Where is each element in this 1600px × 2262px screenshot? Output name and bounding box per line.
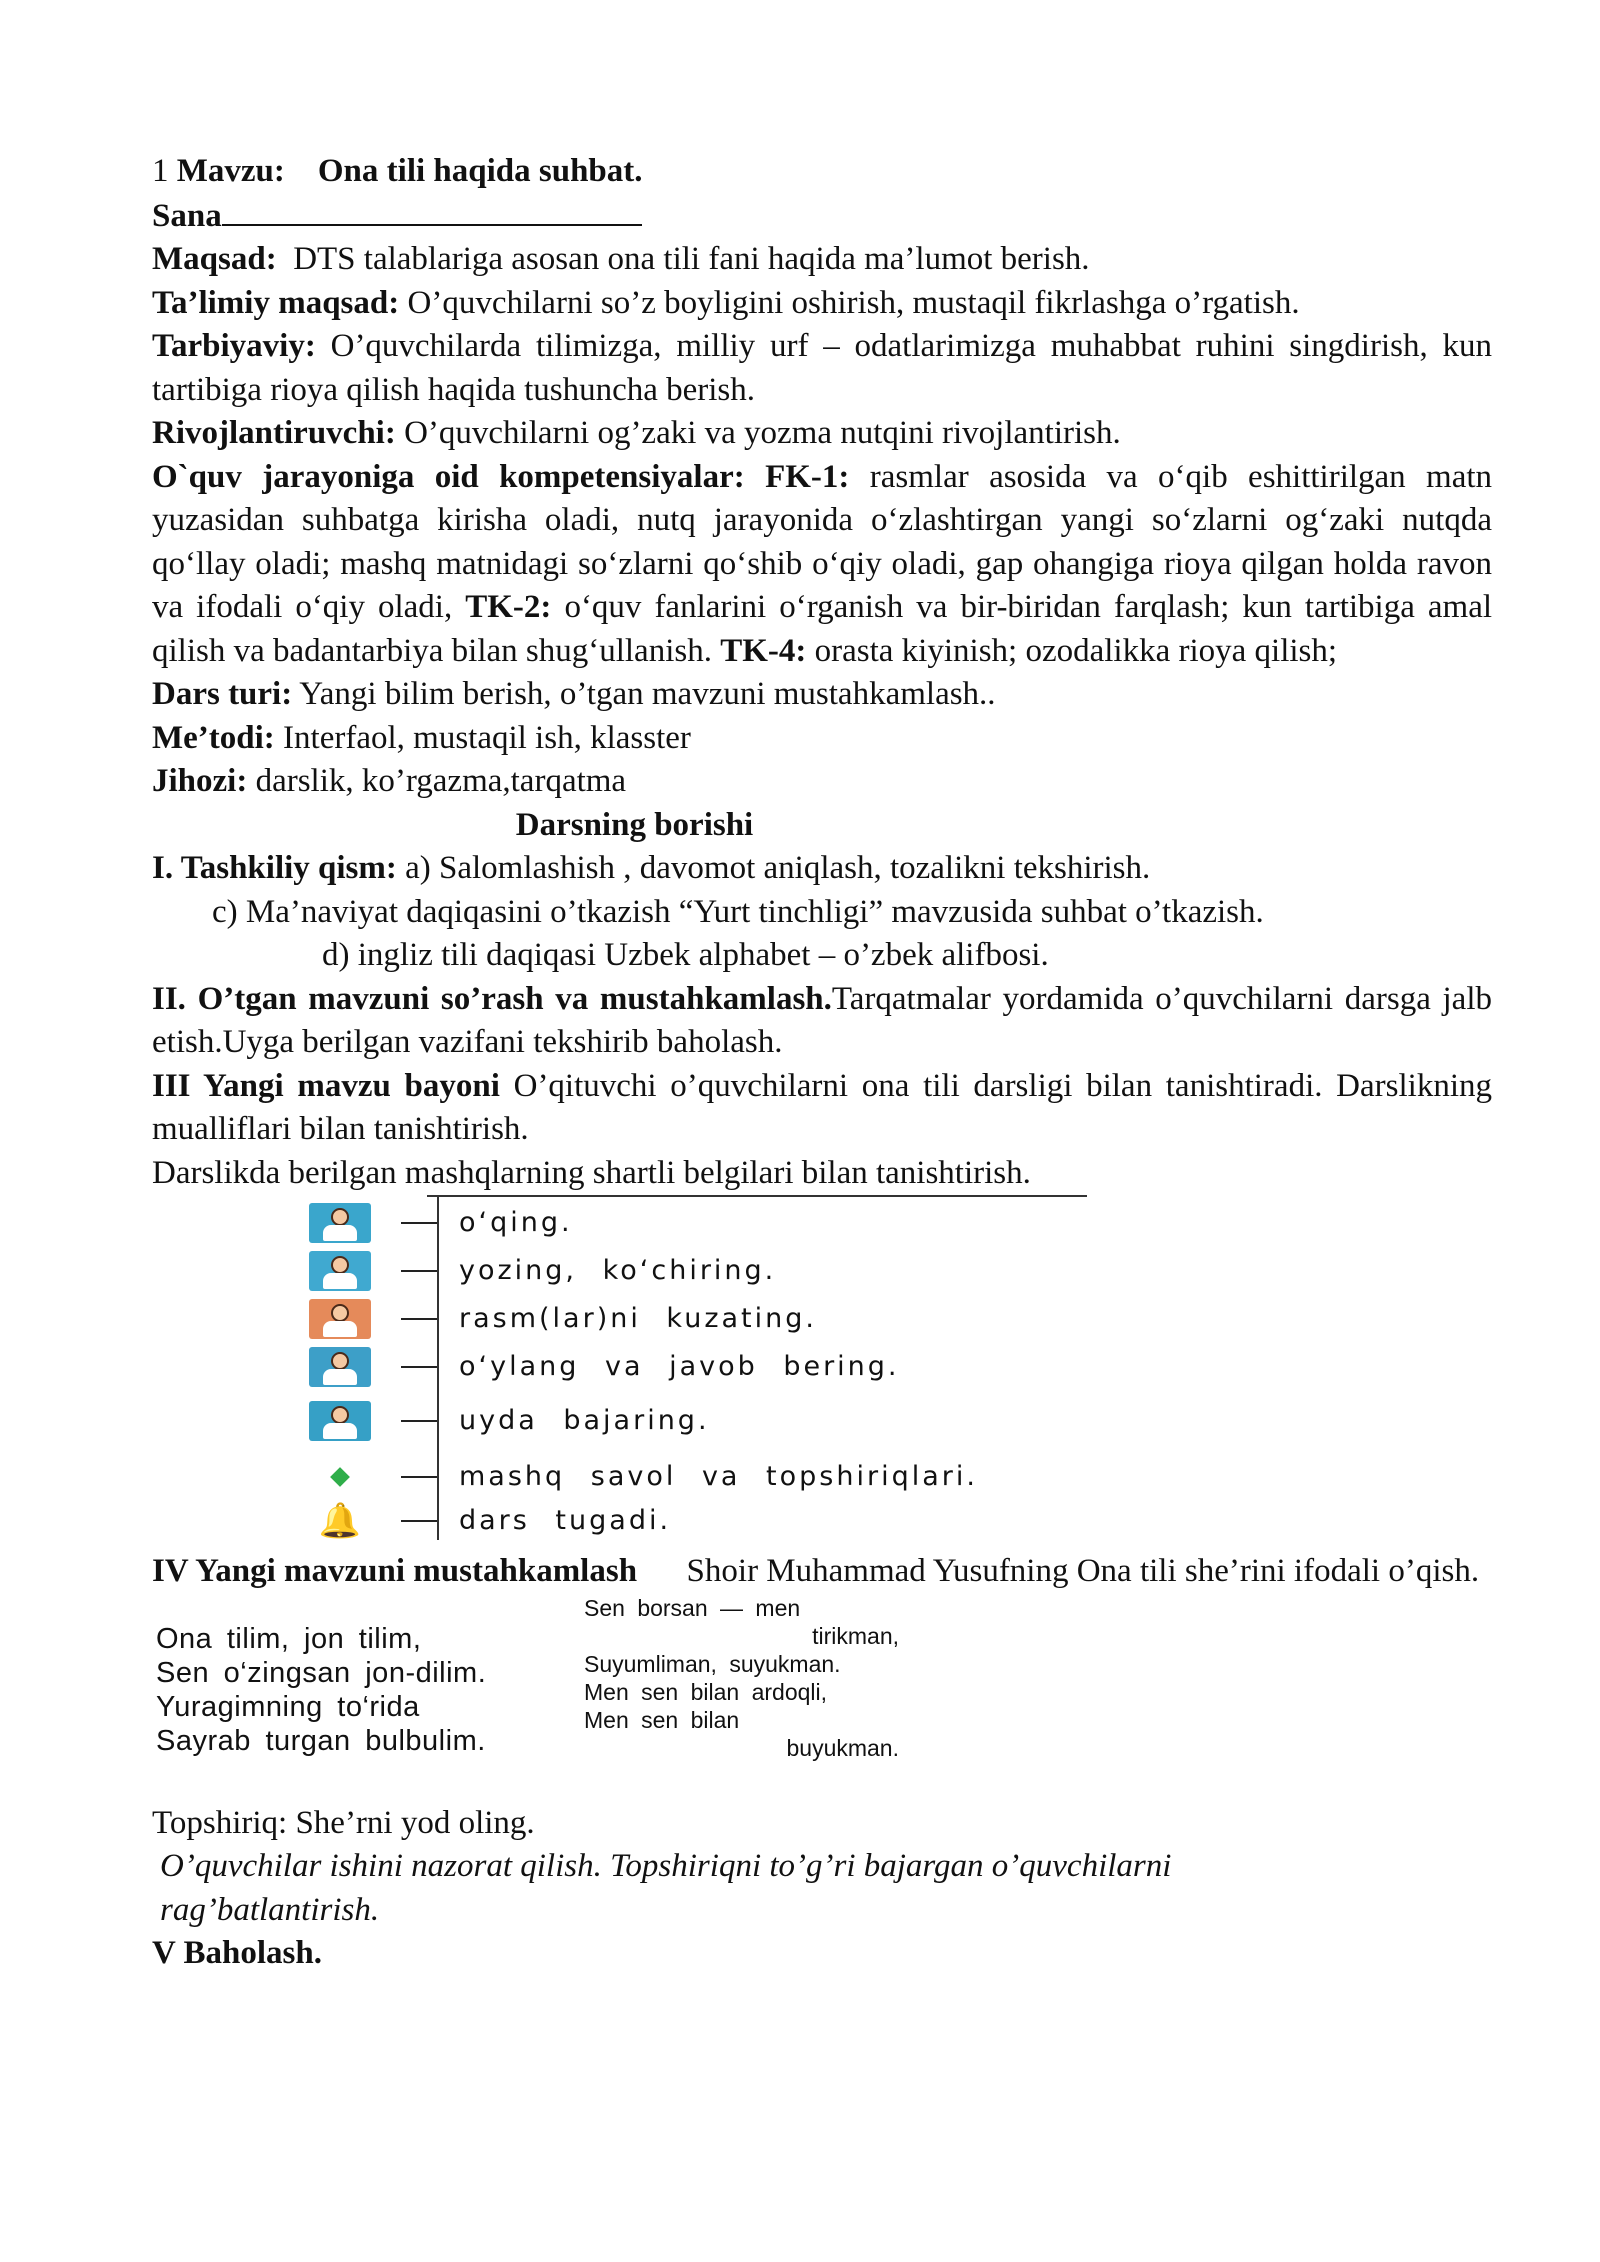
poem-line: Men sen bilan ardoqli, <box>584 1678 828 1705</box>
assessment-heading: V Baholash. <box>152 1935 322 1971</box>
green-diamond-icon <box>307 1455 373 1499</box>
poem-line: Yuragimning to‘rida <box>156 1690 420 1723</box>
date-label: Sana <box>152 197 222 234</box>
poem-line: Ona tilim, jon tilim, <box>156 1622 422 1655</box>
educational-goal-label: Ta’limiy maqsad: <box>152 284 400 321</box>
poem-left-stanza <box>156 1622 486 1758</box>
upbringing-goal-label: Tarbiyaviy: <box>152 328 316 364</box>
goal-text: DTS talablariga asosan ona tili fani haqida ma’lumot berish. <box>293 241 1090 277</box>
legend-text: dars tugadi. <box>459 1505 672 1537</box>
lesson-course-heading: Darsning borishi <box>515 806 754 843</box>
legend-text: yozing, ko‘chiring. <box>459 1255 777 1287</box>
lesson-type-line <box>152 673 1492 717</box>
section-1-line <box>152 847 1492 891</box>
poem-line: tirikman, <box>812 1622 899 1649</box>
poem-line: Sayrab turgan bulbulim. <box>156 1724 486 1757</box>
section-1-text: a) Salomlashish , davomot aniqlash, tozalikni tekshirish. <box>405 850 1151 886</box>
date-line <box>152 194 1492 239</box>
legend-dash <box>401 1520 437 1522</box>
goal-label: Maqsad: <box>152 241 277 277</box>
legend-row <box>307 1497 671 1545</box>
home-task-icon <box>307 1399 373 1443</box>
tk4-label: TK-4: <box>720 632 807 669</box>
developmental-goal-label: Rivojlantiruvchi: <box>152 415 396 451</box>
topic-label: Mavzu: <box>176 153 285 189</box>
section-2-text: Tarqatmalar yordamida o’quvchilarni darsga jalb etish.Uyga berilgan vazifani tekshirib baholash. <box>152 980 1493 1060</box>
thinking-child-icon <box>307 1345 373 1389</box>
section-3-text-2: Darslikda berilgan mashqlarning shartli belgilari bilan tanishtirish. <box>152 1154 1031 1191</box>
method-label: Me’todi: <box>152 719 275 756</box>
educational-goal-text: O’quvchilarni so’z boyligini oshirish, mustaqil fikrlashga o’rgatish. <box>407 284 1300 321</box>
equipment-text: darslik, ko’rgazma,tarqatma <box>255 763 627 799</box>
developmental-goal-text: O’quvchilarni og’zaki va yozma nutqini rivojlantirish. <box>404 415 1121 451</box>
legend-dash <box>401 1366 437 1368</box>
legend-dash <box>401 1476 437 1478</box>
developmental-goal-line <box>152 412 1492 456</box>
competencies-paragraph <box>152 456 1492 674</box>
legend-dash <box>401 1222 437 1224</box>
poem-line: buyukman. <box>786 1734 899 1761</box>
tk2-label: TK-2: <box>465 589 552 625</box>
legend-row <box>307 1343 900 1391</box>
poem-line: Men sen bilan <box>584 1706 740 1733</box>
tk2-text: o‘quv fanlarini o‘rganish va bir-biridan farqlash; kun tartibiga amal qilish va badantarbiya bilan shug‘ullanish. <box>152 589 1493 669</box>
legend-text: o‘ylang va javob bering. <box>459 1351 900 1383</box>
symbols-legend-figure <box>307 1195 1097 1550</box>
equipment-label: Jihozi: <box>152 763 248 799</box>
section-3-paragraph <box>152 1065 1492 1152</box>
fk1-label: FK-1: <box>765 458 850 495</box>
legend-row <box>307 1247 776 1295</box>
picture-observe-icon <box>307 1297 373 1341</box>
method-text: Interfaol, mustaqil ish, klasster <box>283 719 691 756</box>
topic-line <box>152 150 1492 194</box>
writing-child-icon <box>307 1249 373 1293</box>
lesson-type-text: Yangi bilim berish, o’tgan mavzuni mustahkamlash.. <box>299 676 996 712</box>
topic-number: 1 <box>152 153 169 189</box>
section-4-label: IV Yangi mavzuni mustahkamlash <box>152 1553 638 1589</box>
equipment-line <box>152 760 1492 804</box>
date-blank <box>222 194 642 226</box>
legend-row <box>307 1397 710 1445</box>
section-1-item-c: c) Ma’naviyat daqiqasini o’tkazish “Yurt tinchligi” mavzusida suhbat o’tkazish. <box>212 893 1264 930</box>
legend-row <box>307 1453 978 1501</box>
section-4-text: Shoir Muhammad Yusufning Ona tili she’rini ifodali o’qish. <box>686 1553 1480 1589</box>
section-3-text: O’qituvchi o’quvchilarni ona tili darsligi bilan tanishtiradi. Darslikning mualliflari bilan tanishtirish. <box>152 1067 1492 1147</box>
section-1-label: I. Tashkiliy qism: <box>152 850 397 886</box>
poem-line: Suyumliman, suyukman. <box>584 1650 841 1677</box>
poem-right-stanza <box>584 1594 899 1762</box>
method-line <box>152 717 1492 761</box>
lesson-type-label: Dars turi: <box>152 676 293 712</box>
section-4-paragraph <box>152 1550 1492 1594</box>
legend-text: mashq savol va topshiriqlari. <box>459 1461 978 1493</box>
poem-line: Sen borsan — men <box>584 1594 801 1621</box>
section-2-label: II. O’tgan mavzuni so’rash va mustahkamlash. <box>152 980 832 1017</box>
goal-line <box>152 238 1492 282</box>
competencies-label: O`quv jarayoniga oid kompetensiyalar: <box>152 458 745 495</box>
section-1-item-d: d) ingliz tili daqiqasi Uzbek alphabet – o’zbek alifbosi. <box>322 937 1049 973</box>
poem-block <box>152 1594 1492 1784</box>
bell-icon: 🔔 <box>318 1501 362 1541</box>
legend-row <box>307 1295 817 1343</box>
control-paragraph: O’quvchilar ishini nazorat qilish. Topshiriqni to’g’ri bajargan o’quvchilarni rag’batlantirish. <box>160 1848 1172 1928</box>
section-2-paragraph <box>152 978 1492 1065</box>
homework-line: Topshiriq: She’rni yod oling. <box>152 1804 535 1841</box>
topic-title: Ona tili haqida suhbat. <box>317 153 643 189</box>
legend-dash <box>401 1420 437 1422</box>
legend-text: rasm(lar)ni kuzating. <box>459 1303 817 1335</box>
upbringing-goal-line <box>152 325 1492 412</box>
lesson-plan-page <box>152 150 1492 1976</box>
legend-text: uyda bajaring. <box>459 1405 710 1437</box>
fk1-text: rasmlar asosida va o‘qib eshittirilgan matn yuzasidan suhbatga kirisha oladi, nutq jarayonida o‘zlashtirgan yangi so‘zlarni og‘zaki nutqda qo‘llay oladi; mashq matnidagi so‘zlarni qo‘shib o‘qiy oladi, gap ohangiga rioya qilgan holda ravon va ifodali o‘qiy oladi, <box>152 458 1493 625</box>
legend-text: o‘qing. <box>459 1207 573 1239</box>
tk4-text: orasta kiyinish; ozodalikka rioya qilish; <box>814 632 1338 669</box>
section-3-label: III Yangi mavzu bayoni <box>152 1067 500 1104</box>
poem-line: Sen o‘zingsan jon-dilim. <box>156 1656 487 1689</box>
legend-dash <box>401 1318 437 1320</box>
upbringing-goal-text: O’quvchilarda tilimizga, milliy urf – odatlarimizga muhabbat ruhini singdirish, kun tartibiga rioya qilish haqida tushuncha berish. <box>152 328 1492 408</box>
reading-child-icon <box>307 1201 373 1245</box>
legend-dash <box>401 1270 437 1272</box>
legend-row <box>307 1199 573 1247</box>
legend-frame-top <box>427 1195 1087 1197</box>
educational-goal-line <box>152 282 1492 326</box>
